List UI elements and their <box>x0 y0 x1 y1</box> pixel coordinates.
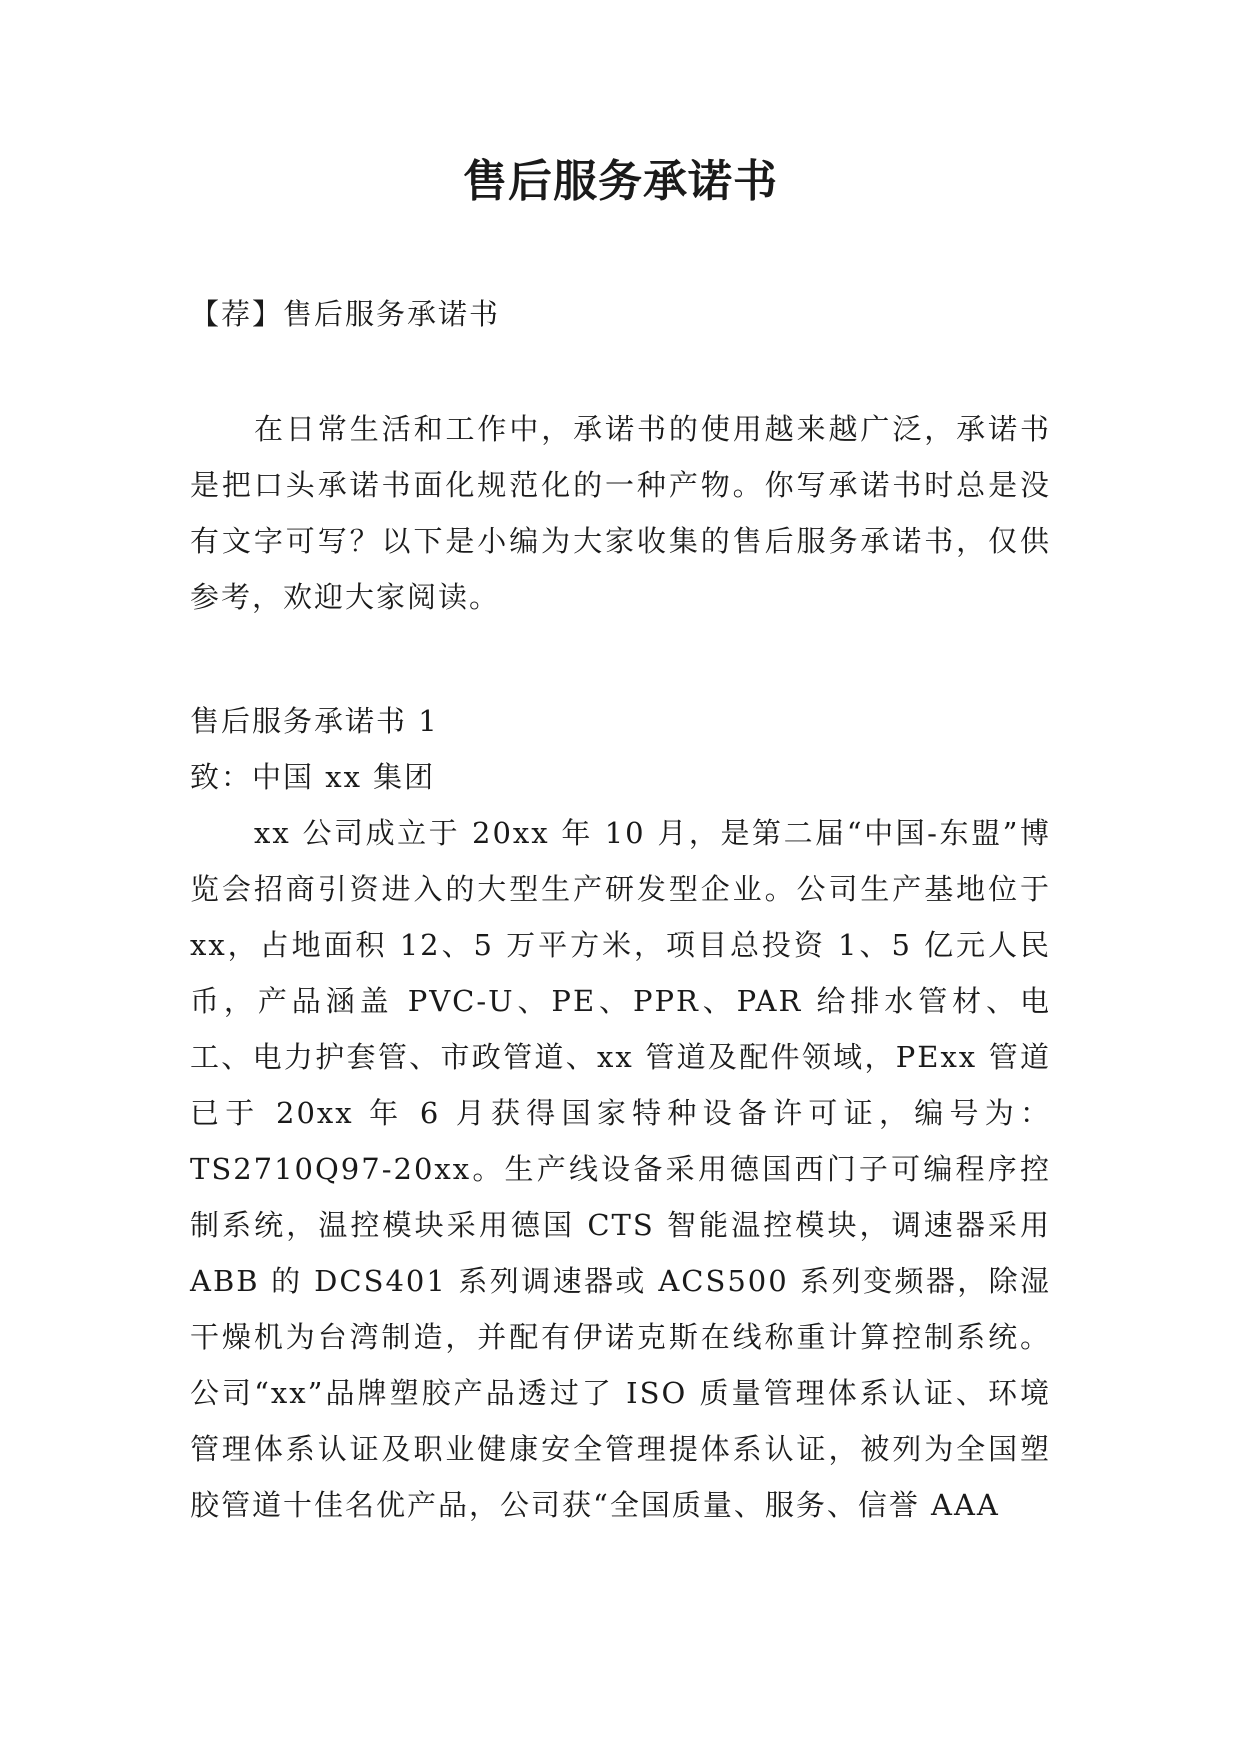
recommend-line: 【荐】售后服务承诺书 <box>190 297 501 331</box>
salutation-line: 致：中国 xx 集团 <box>190 760 436 794</box>
section-heading: 售后服务承诺书 1 <box>190 704 439 738</box>
document-title: 售后服务承诺书 <box>463 156 778 207</box>
body-paragraph: xx 公司成立于 20xx 年 10 月，是第二届“中国-东盟”博览会招商引资进入的大型生产研发型企业。公司生产基地位于 xx，占地面积 12、5 万平方米，项目总投资 1、5 亿元人民币，产品涵盖 PVC-U、PE、PPR、PAR 给排水管材、电工、电力护套管、市政管道、xx 管道及配件领域，PExx 管道已于 20xx 年 6 月获得国家特种设备许可证，编号为：TS2710Q97-20xx。生产线设备采用德国西门子可编程序控制系统，温控模块采用德国 CTS 智能温控模块，调速器采用 ABB 的 DCS401 系列调速器或 ACS500 系列变频器，除湿干燥机为台湾制造，并配有伊诺克斯在线称重计算控制系统。公司“xx”品牌塑胶产品透过了 ISO 质量管理体系认证、环境管理体系认证及职业健康安全管理提体系认证，被列为全国塑胶管道十佳名优产品，公司获“全国质量、服务、信誉 AAA <box>190 816 1051 1522</box>
intro-paragraph: 在日常生活和工作中，承诺书的使用越来越广泛，承诺书是把口头承诺书面化规范化的一种产物。你写承诺书时总是没有文字可写？以下是小编为大家收集的售后服务承诺书，仅供参考，欢迎大家阅读。 <box>190 412 1051 614</box>
